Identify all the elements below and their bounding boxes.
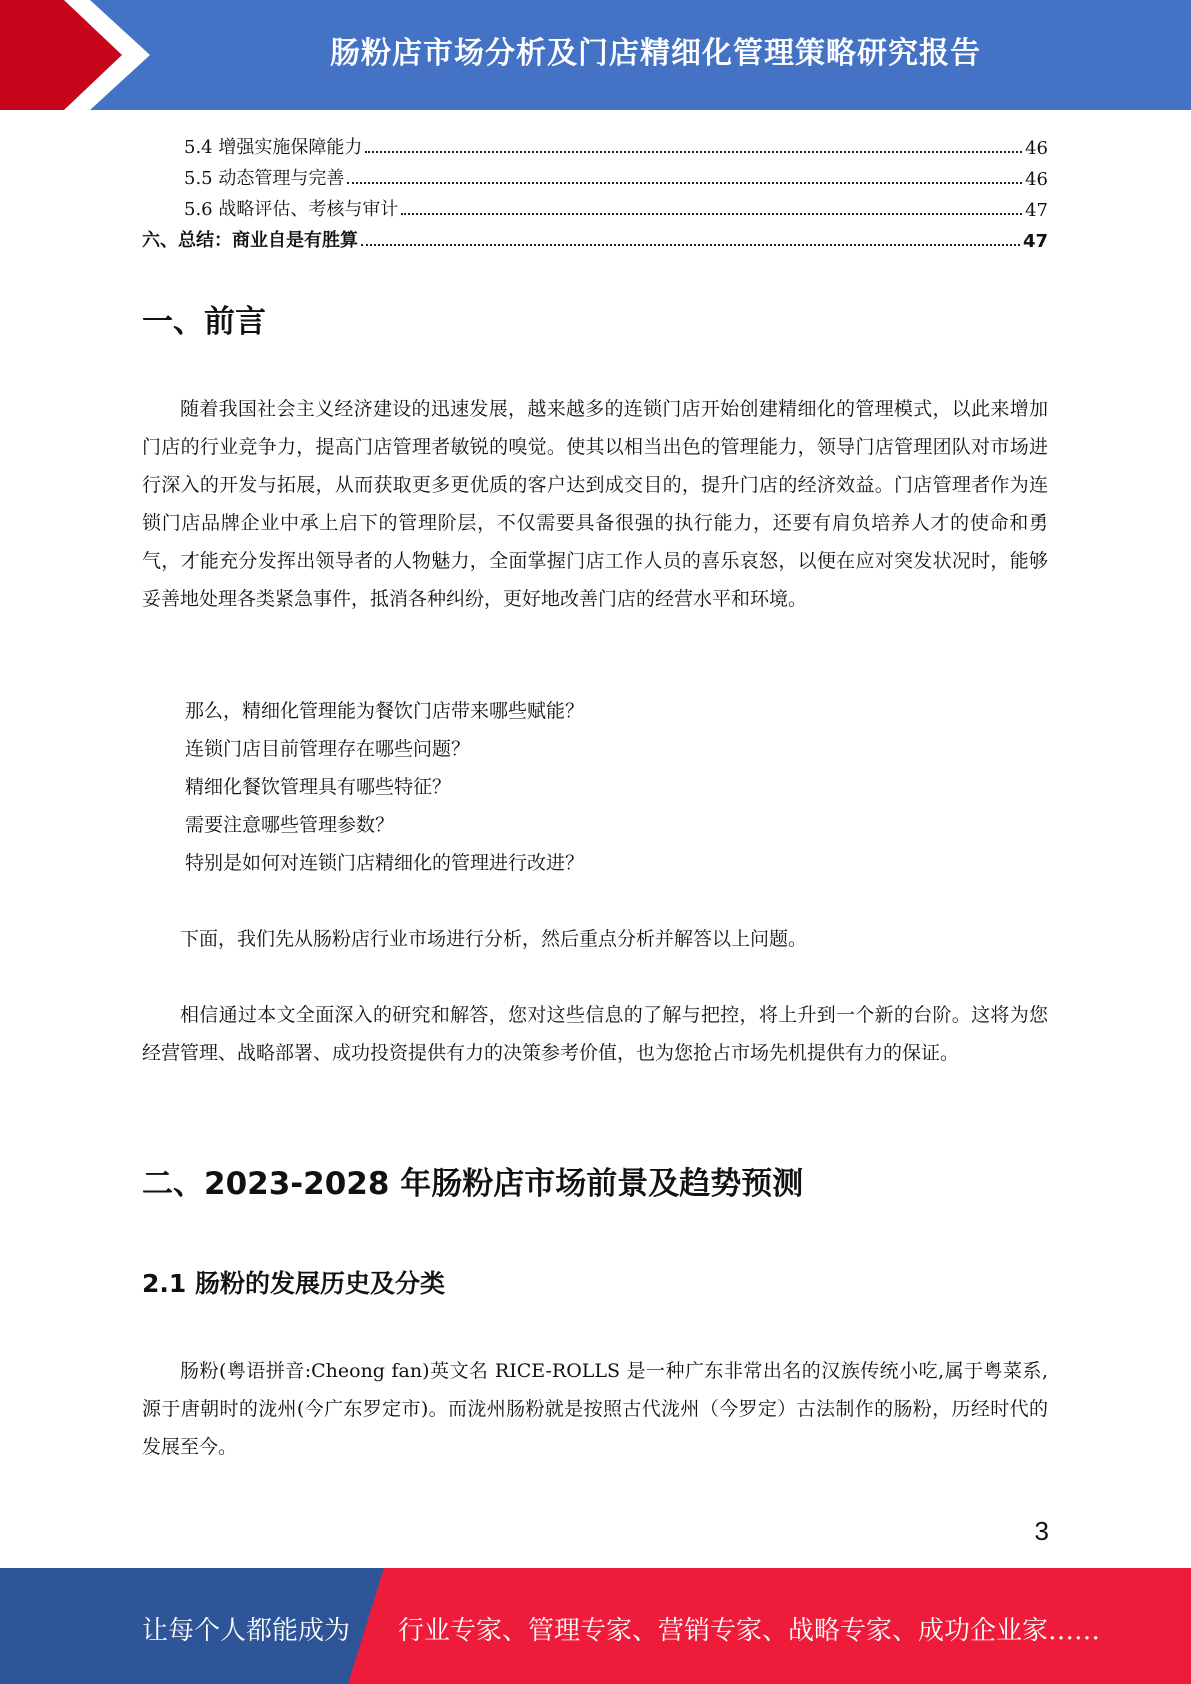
analysis-intro-paragraph: 下面，我们先从肠粉店行业市场进行分析，然后重点分析并解答以上问题。 xyxy=(180,928,808,950)
toc-leader-dots xyxy=(365,151,1022,153)
subsection-heading-history: 2.1 肠粉的发展历史及分类 xyxy=(142,1269,445,1298)
toc-entry[interactable] xyxy=(142,221,1048,252)
toc-entry-page: 46 xyxy=(1025,138,1048,159)
section-heading-preface: 一、前言 xyxy=(142,304,266,340)
toc-leader-dots xyxy=(361,244,1020,246)
toc-entry-page: 47 xyxy=(1025,200,1048,221)
toc-entry-page: 46 xyxy=(1025,169,1048,190)
history-paragraph: 肠粉(粤语拼音:Cheong fan)英文名 RICE-ROLLS 是一种广东非常出名的汉族传统小吃,属于粤菜系,源于唐朝时的泷州(今广东罗定市)。而泷州肠粉就是按照古代泷州（今罗定）古法制作的肠粉，历经时代的发展至今。 xyxy=(142,1360,1048,1458)
toc-entry-label: 5.5 动态管理与完善 xyxy=(184,168,345,189)
question-item: 精细化餐饮管理具有哪些特征？ xyxy=(185,776,452,798)
question-item: 需要注意哪些管理参数？ xyxy=(185,814,395,836)
footer-slogan-right: 行业专家、管理专家、营销专家、战略专家、成功企业家…… xyxy=(398,1616,1101,1646)
preface-paragraph: 随着我国社会主义经济建设的迅速发展，越来越多的连锁门店开始创建精细化的管理模式，以此来增加门店的行业竞争力，提高门店管理者敏锐的嗅觉。使其以相当出色的管理能力，领导门店管理团队对市场进行深入的开发与拓展，从而获取更多更优质的客户达到成交目的，提升门店的经济效益。门店管理者作为连锁门店品牌企业中承上启下的管理阶层，不仅需要具备很强的执行能力，还要有肩负培养人才的使命和勇气，才能充分发挥出领导者的人物魅力，全面掌握门店工作人员的喜乐哀怒，以便在应对突发状况时，能够妥善地处理各类紧急事件，抵消各种纠纷，更好地改善门店的经营水平和环境。 xyxy=(142,398,1048,610)
toc-entry-label: 5.4 增强实施保障能力 xyxy=(184,137,363,158)
section-heading-market-forecast: 二、2023-2028 年肠粉店市场前景及趋势预测 xyxy=(142,1166,804,1202)
footer-slogan-left: 让每个人都能成为 xyxy=(142,1616,351,1646)
toc-entry-label: 5.6 战略评估、考核与审计 xyxy=(184,199,399,220)
report-title: 肠粉店市场分析及门店精细化管理策略研究报告 xyxy=(330,36,981,71)
page-header xyxy=(0,0,1191,110)
question-item: 那么，精细化管理能为餐饮门店带来哪些赋能？ xyxy=(185,700,585,722)
table-of-contents xyxy=(142,128,1048,252)
toc-leader-dots xyxy=(347,182,1022,184)
toc-entry[interactable] xyxy=(142,190,1048,221)
toc-entry-page: 47 xyxy=(1022,231,1048,252)
question-list xyxy=(185,692,584,882)
toc-entry-label: 六、总结：商业自是有胜算 xyxy=(142,230,358,251)
toc-leader-dots xyxy=(401,213,1022,215)
question-item: 特别是如何对连锁门店精细化的管理进行改进？ xyxy=(185,852,585,874)
page-number: 3 xyxy=(1034,1516,1049,1546)
toc-entry[interactable] xyxy=(142,128,1048,159)
toc-entry[interactable] xyxy=(142,159,1048,190)
page-footer xyxy=(0,1568,1191,1684)
question-item: 连锁门店目前管理存在哪些问题？ xyxy=(185,738,471,760)
value-paragraph: 相信通过本文全面深入的研究和解答，您对这些信息的了解与把控，将上升到一个新的台阶。这将为您经营管理、战略部署、成功投资提供有力的决策参考价值，也为您抢占市场先机提供有力的保证。 xyxy=(142,1004,1048,1064)
